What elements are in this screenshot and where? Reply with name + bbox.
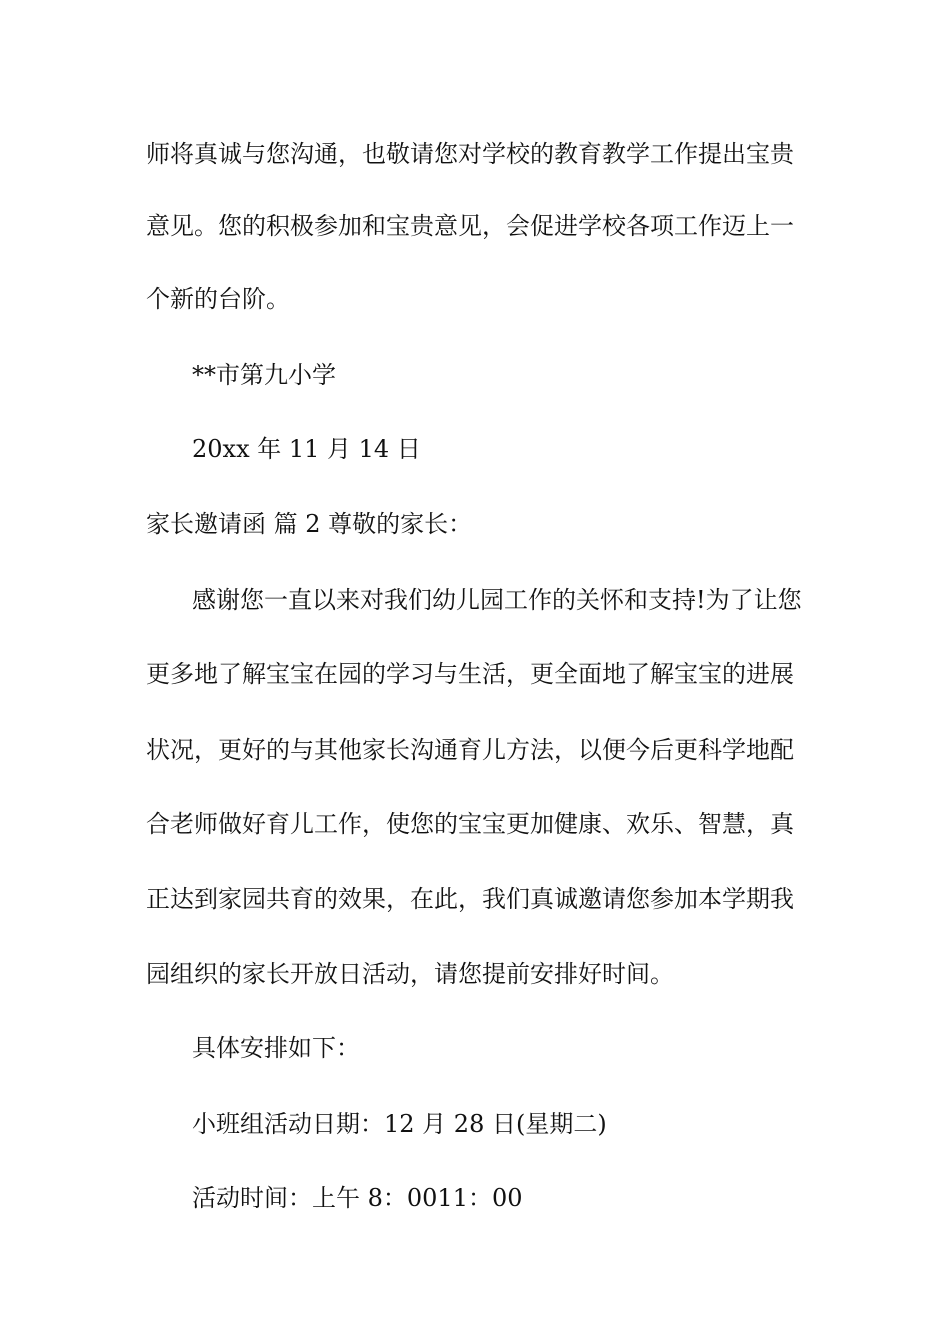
paragraph-line-5: 更多地了解宝宝在园的学习与生活，更全面地了解宝宝的进展 (146, 660, 794, 688)
paragraph-line-4: 感谢您一直以来对我们幼儿园工作的关怀和支持!为了让您 (192, 586, 802, 614)
paragraph-line-8: 正达到家园共育的效果，在此，我们真诚邀请您参加本学期我 (146, 885, 794, 913)
signature-date: 20xx 年 11 月 14 日 (192, 435, 421, 463)
arrangement-heading: 具体安排如下： (192, 1034, 360, 1062)
paragraph-line-3: 个新的台阶。 (146, 285, 290, 313)
paragraph-line-6: 状况，更好的与其他家长沟通育儿方法，以便今后更科学地配 (146, 736, 794, 764)
school-signature: **市第九小学 (192, 361, 336, 389)
activity-date: 小班组活动日期：12 月 28 日(星期二) (192, 1110, 607, 1138)
activity-time: 活动时间：上午 8：0011：00 (192, 1184, 523, 1212)
paragraph-line-2: 意见。您的积极参加和宝贵意见，会促进学校各项工作迈上一 (146, 212, 794, 240)
paragraph-line-7: 合老师做好育儿工作，使您的宝宝更加健康、欢乐、智慧，真 (146, 810, 794, 838)
section-heading: 家长邀请函 篇 2 尊敬的家长： (146, 510, 473, 538)
paragraph-line-1: 师将真诚与您沟通，也敬请您对学校的教育教学工作提出宝贵 (146, 140, 794, 168)
paragraph-line-9: 园组织的家长开放日活动，请您提前安排好时间。 (146, 960, 674, 988)
